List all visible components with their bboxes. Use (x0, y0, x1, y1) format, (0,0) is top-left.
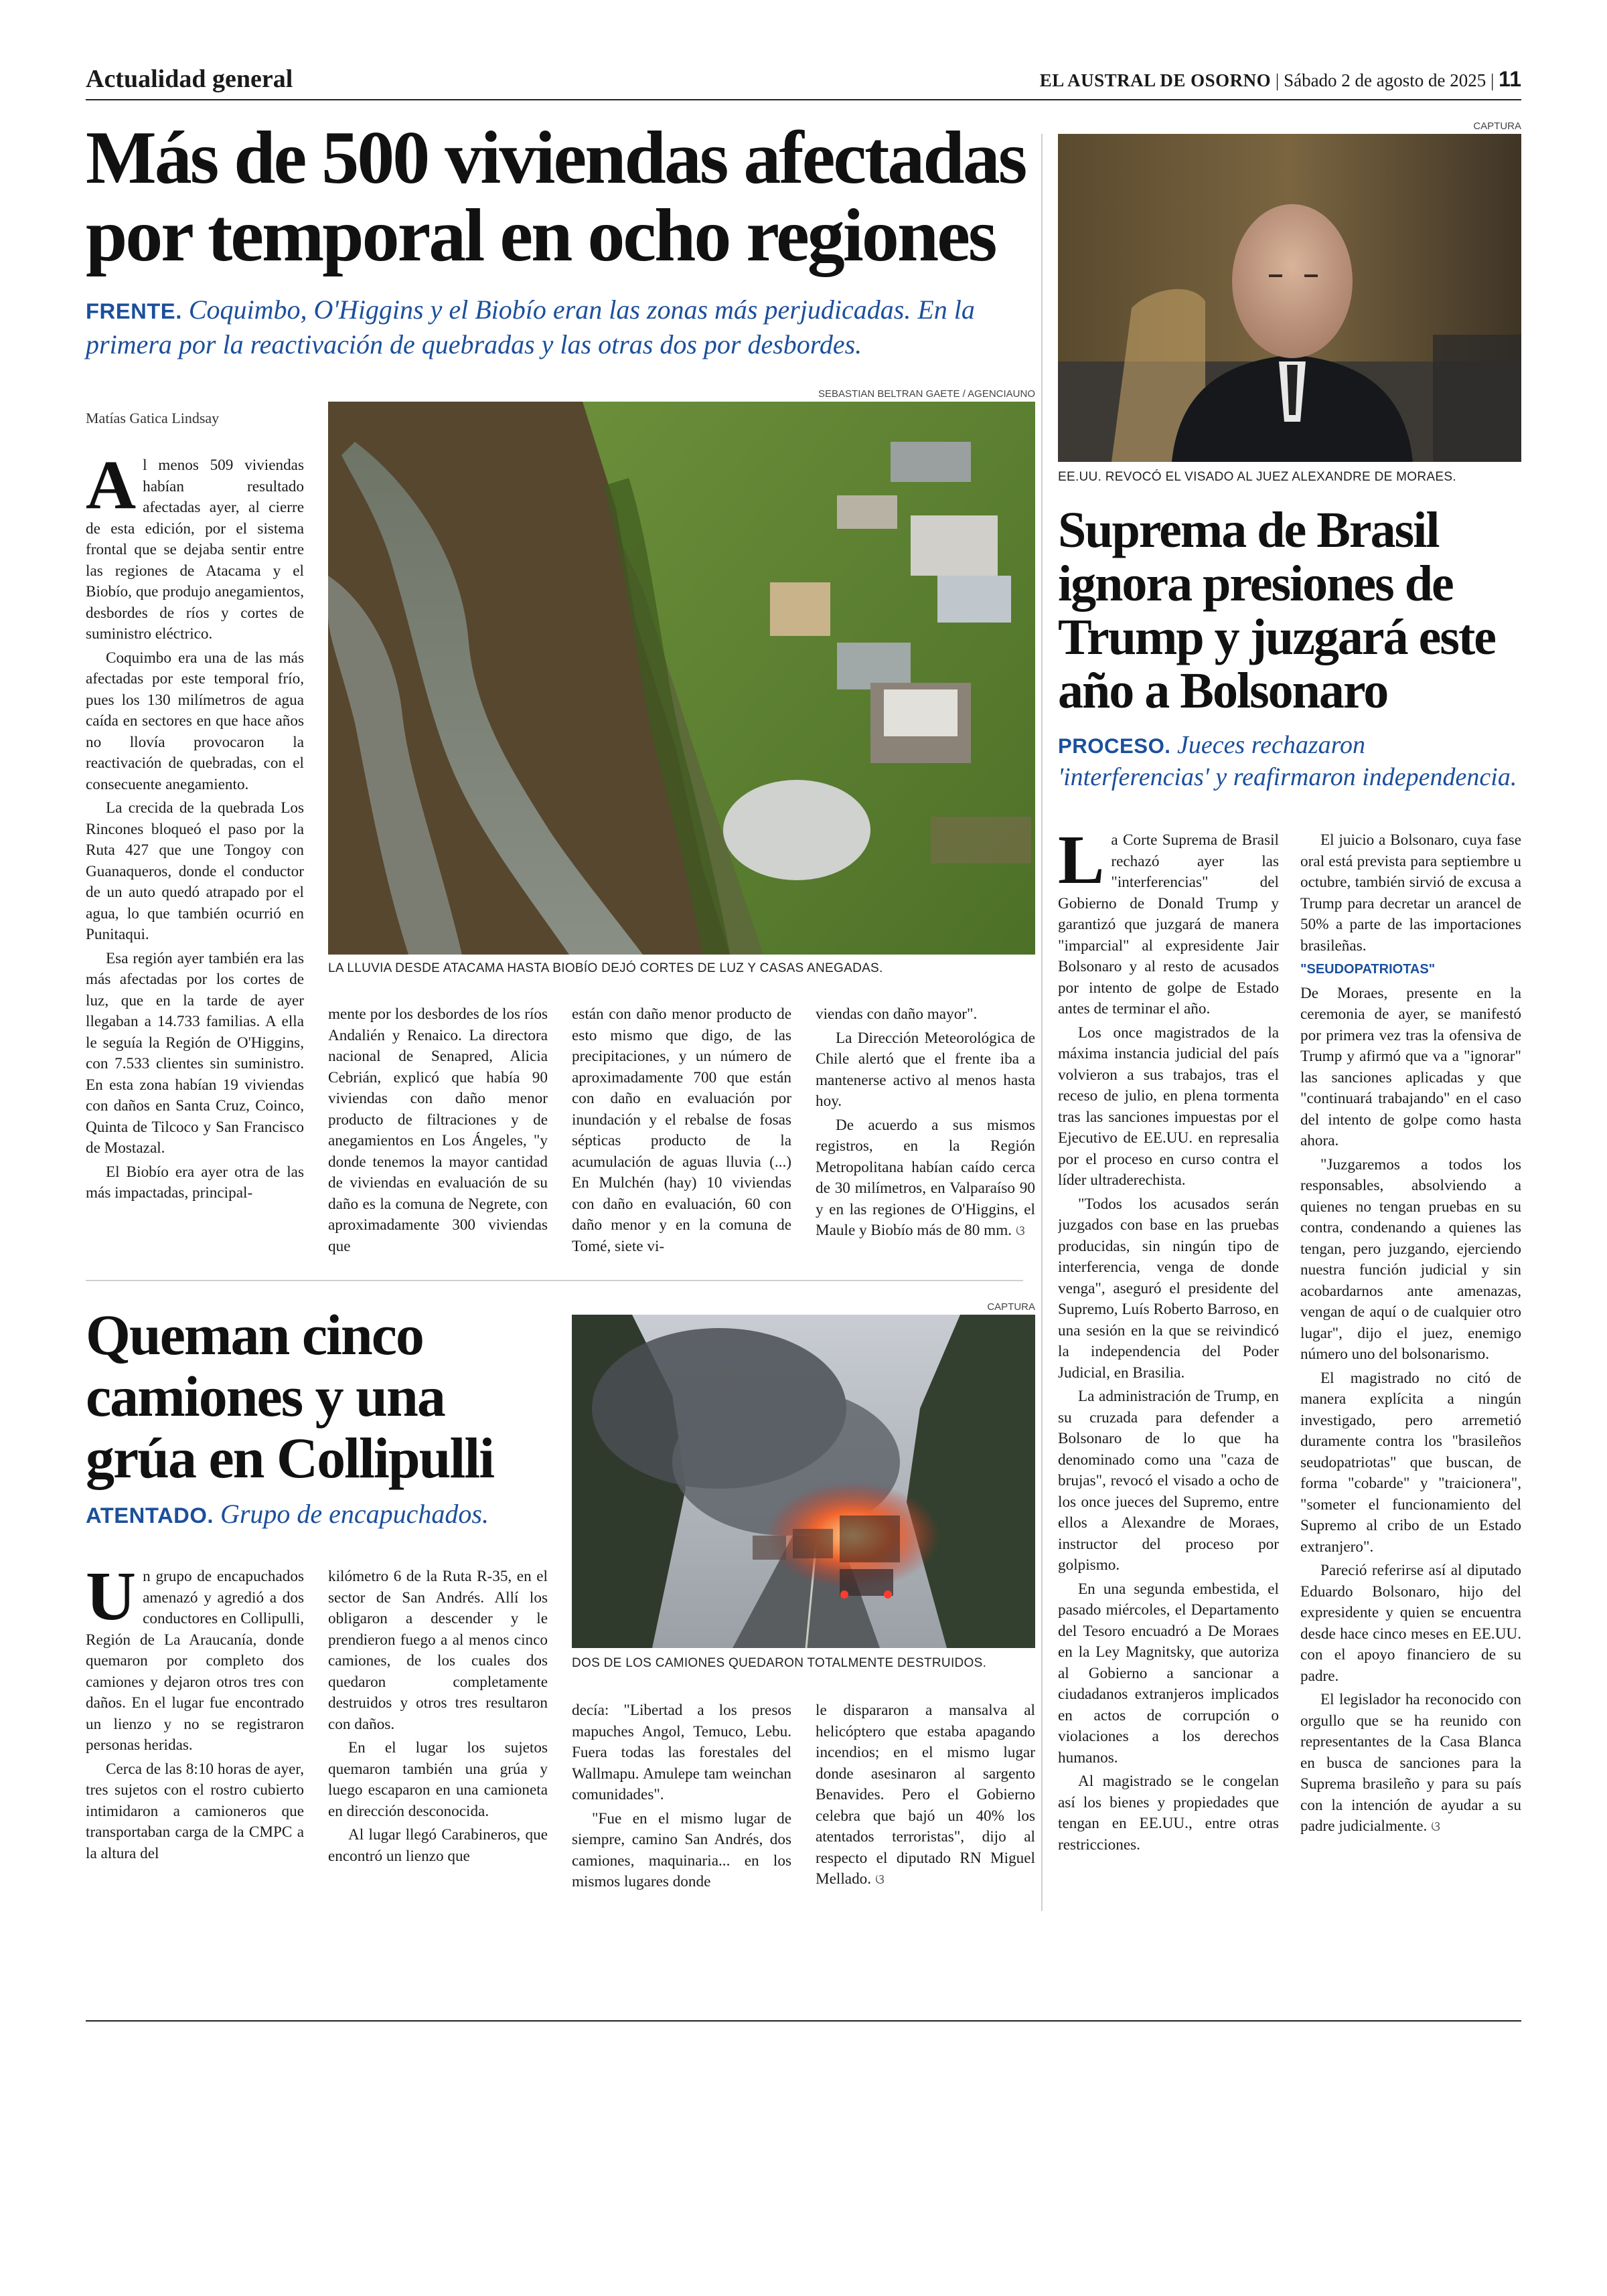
paragraph-text: le dispararon a mansalva al helicóptero que estaba apagando incendios; en el mismo lugar donde asesinaron al sargento Benavides. Pero el Gobierno celebra que bajó un 40% los atentados terroristas", dijo al respecto el diputado RN Miguel Mellado. (816, 1702, 1035, 1888)
photo-credit: CAPTURA (1473, 120, 1521, 132)
paragraph: a Corte Suprema de Brasil rechazó ayer las "interferencias" del Gobierno de Donald Trump y garantizó que juzgará de manera "imparcial" al expresidente Jair Bolsonaro y al resto de acusados por intento de golpe de Estado antes de terminar el año. (1058, 831, 1279, 1017)
flood-aerial-image (328, 402, 1035, 955)
flood-photo (328, 402, 1035, 955)
article3-column (1300, 830, 1521, 1908)
photo-caption: EE.UU. REVOCÓ EL VISADO AL JUEZ ALEXANDRE DE MORAES. (1058, 470, 1456, 484)
section-name: Actualidad general (86, 65, 293, 93)
deck-text: Jueces rechazaron 'interferencias' y reafirmaron independencia. (1058, 731, 1517, 791)
article1-column (86, 455, 304, 1279)
paragraph: El Biobío era ayer otra de las más impactadas, principal- (86, 1163, 304, 1202)
headline-line: Más de 500 viviendas afectadas (86, 116, 1026, 199)
burning-trucks-image (572, 1315, 1035, 1648)
article1-column (572, 1004, 791, 1279)
paragraph: "Juzgaremos a todos los responsables, absolviendo a quienes no tengan pruebas en su contra, condenando a quienes las tengan, pero juzgando, ejerciendo nuestra función judicial y sin acobardarnos ante amenazas, vengan de aquí o de cualquier otro lugar", dijo el juez, enemigo número uno del bolsonarismo. (1300, 1155, 1521, 1363)
truck-fire-photo (572, 1315, 1035, 1648)
dropcap: L (1058, 830, 1105, 898)
article2-deck (86, 1498, 581, 1532)
article3-column (1058, 830, 1279, 1908)
page-number: 11 (1499, 67, 1521, 91)
paragraph (816, 1115, 1035, 1242)
article2-column (572, 1700, 791, 1928)
end-mark-icon: ଓ (1016, 1222, 1025, 1238)
paragraph: El magistrado no citó de manera explícita a ningún investigado, pero arremetió duramente contra los "brasileños seudopatriotas" que buscan, de forma "cobarde" y "traicionera", "someter el funcionamiento del Supremo al cribo de un Estado extranjero". (1300, 1369, 1521, 1556)
paragraph: están con daño menor producto de esto mismo que digo, de las precipitaciones, y un número de aproximadamente 700 que están con daño en evaluación por inundación y el rebalse de fosas sépticas producto de la acumulación de aguas lluvia (...) En Mulchén (hay) 10 viviendas con daño en evaluación, 60 con daño menor y en la comuna de Tomé, siete vi- (572, 1005, 791, 1255)
deck-text: Grupo de encapuchados. (220, 1499, 489, 1529)
end-mark-icon: ଓ (875, 1871, 885, 1887)
footer-rule (86, 2020, 1521, 2022)
issue-date: Sábado 2 de agosto de 2025 (1284, 70, 1486, 90)
judge-portrait-image (1058, 134, 1521, 462)
column-separator (1041, 134, 1043, 1911)
article-separator (86, 1280, 1023, 1281)
paragraph: decía: "Libertad a los presos mapuches Angol, Temuco, Lebu. Fuera todas las forestales del Wallmapu. Amulepe tam weinchan comunidades". (572, 1702, 791, 1803)
paragraph: Coquimbo era una de las más afectadas por este temporal frío, pues los 130 milímetros de agua caída en sectores en que hace años no llovía provocaron la reactivación de quebradas, con el consecuente anegamiento. (86, 649, 304, 793)
paragraph: Pareció referirse así al diputado Eduardo Bolsonaro, hijo del expresidente y quien se encuentra desde hace cinco meses en EE.UU. con el apoyo financiero de su padre. (1300, 1562, 1521, 1685)
article2-column (86, 1566, 304, 1928)
paragraph: Esa región ayer también era las más afectadas por los cortes de luz, que en la tarde de ayer llegaban a 14.733 familias. A ella le seguía la Región de O'Higgins, con 7.533 clientes sin suministro. En esta zona habían 19 viviendas con daños en Santa Cruz, Coinco, Quinta de Tilcoco y San Francisco de Mostazal. (86, 949, 304, 1157)
paragraph: La Dirección Meteorológica de Chile alertó que el frente iba a mantenerse activo al menos hasta hoy. (816, 1029, 1035, 1110)
paragraph: La crecida de la quebrada Los Rincones bloqueó el paso por la Ruta 427 que une Tongoy con Guanaqueros, donde el conductor de un auto quedó atrapado por el agua, lo que también ocurrió en Punitaqui. (86, 799, 304, 943)
paragraph: n grupo de encapuchados amenazó y agredió a dos conductores en Collipulli, Región de La Araucanía, donde quemaron por completo dos camiones y dejaron otros tres con daños. En el lugar fue encontrado un lienzo y no se registraron personas heridas. (86, 1568, 304, 1754)
article1-column (328, 1004, 548, 1279)
article2-headline: Queman cinco camiones y una grúa en Collipulli (86, 1303, 494, 1490)
paragraph-text: De acuerdo a sus mismos registros, en la Región Metropolitana habían caído cerca de 30 milímetros, en Valparaíso 90 y en las regiones de O'Higgins, el Maule y Biobío más de 80 mm. (816, 1116, 1035, 1239)
paragraph-text: El legislador ha reconocido con orgullo que se ha reunido con representantes de la Casa Blanca en busca de sanciones para la Suprema brasileño y para su país con la intención de ayudar a su padre judicialmente. (1300, 1691, 1521, 1835)
masthead-separator: | (1275, 70, 1280, 90)
paragraph: viendas con daño mayor". (816, 1005, 978, 1023)
deck-tag: PROCESO. (1058, 734, 1171, 758)
headline-line: por temporal en ocho regiones (86, 194, 996, 277)
paragraph: "Fue en el mismo lugar de siempre, camino San Andrés, dos camiones, maquinaria... en los mismos lugares donde (572, 1809, 791, 1890)
paragraph: Los once magistrados de la máxima instancia judicial del país volvieron a sus trabajos, tras el receso de julio, en plena tormenta tras las sanciones impuestas por el Ejecutivo de EE.UU. en represalia por el proceso en curso contra el líder ultraderechista. (1058, 1023, 1279, 1189)
deck-text: Coquimbo, O'Higgins y el Biobío eran las zonas más perjudicadas. En la primera por la reactivación de quebradas y las otras dos por desbordes. (86, 295, 975, 359)
paragraph: "Todos los acusados serán juzgados con base en las pruebas producidas, sin ningún tipo de interferencia, venga de donde venga", aseguró el presidente del Supremo, Luís Roberto Barroso, en una sesión en la que se reivindicó la independencia del Poder Judicial, en Brasilia. (1058, 1195, 1279, 1382)
paragraph: Cerca de las 8:10 horas de ayer, tres sujetos con el rostro cubierto intimidaron a camioneros que transportaban carga de la CMPC a la altura del (86, 1760, 304, 1862)
dropcap: A (86, 455, 137, 523)
photo-caption: LA LLUVIA DESDE ATACAMA HASTA BIOBÍO DEJÓ CORTES DE LUZ Y CASAS ANEGADAS. (328, 961, 883, 975)
deck-tag: ATENTADO. (86, 1503, 214, 1528)
byline: Matías Gatica Lindsay (86, 410, 220, 426)
header-rule (86, 99, 1521, 100)
paragraph: Al lugar llegó Carabineros, que encontró un lienzo que (328, 1826, 548, 1865)
article1-headline (86, 116, 1037, 277)
article2-column (816, 1700, 1035, 1928)
paragraph: mente por los desbordes de los ríos Andalién y Renaico. La directora nacional de Senapred, Alicia Cebrián, explicó que había 90 viviendas con daño menor producto de filtraciones y de anegamientos en Los Ángeles, "y donde tenemos la mayor cantidad de viviendas en evaluación de su daño es la comuna de Negrete, con aproximadamente 300 viviendas que (328, 1005, 548, 1255)
masthead (1040, 67, 1521, 92)
article1-column (816, 1004, 1035, 1279)
paragraph: Al magistrado se le congelan así los bienes y propiedades que tengan en EE.UU., entre otras restricciones. (1058, 1773, 1279, 1854)
photo-credit: CAPTURA (987, 1301, 1035, 1313)
paragraph: La administración de Trump, en su cruzada para defender a Bolsonaro de lo que ha denominado como una "caza de brujas", revocó el visado a ocho de los once jueces del Supremo, entre ellos a Alexandre de Moraes, instructor del proceso por golpismo. (1058, 1388, 1279, 1574)
dropcap: U (86, 1566, 137, 1635)
paragraph: En una segunda embestida, el pasado miércoles, el Departamento del Tesoro encuadró a De Moraes en la Ley Magnitsky, que autoriza al Gobierno a sancionar a ciudadanos extranjeros implicados en actos de corrupción o violaciones a los derechos humanos. (1058, 1580, 1279, 1767)
subhead: "SEUDOPATRIOTAS" (1300, 962, 1436, 977)
newspaper-name: EL AUSTRAL DE OSORNO (1039, 70, 1272, 90)
paragraph: kilómetro 6 de la Ruta R-35, en el sector de San Andrés. Allí los obligaron a descender y le prendieron fuego a al menos cinco camiones, de los cuales dos quedaron completamente destruidos y otros tres resultaron con daños. (328, 1568, 548, 1733)
paragraph: De Moraes, presente en la ceremonia de ayer, se manifestó por primera vez tras la ofensiva de Trump y afirmó que va a "ignorar" las sanciones aplicadas y que "continuará trabajando" en el caso del intento de golpe como hasta ahora. (1300, 984, 1521, 1149)
deck-tag: FRENTE. (86, 299, 182, 323)
photo-caption: DOS DE LOS CAMIONES QUEDARON TOTALMENTE DESTRUIDOS. (572, 1656, 987, 1670)
article3-deck (1058, 730, 1521, 793)
article2-column (328, 1566, 548, 1928)
article1-deck (86, 293, 1023, 361)
paragraph: El juicio a Bolsonaro, cuya fase oral está prevista para septiembre u octubre, también sirvió de excusa a Trump para decretar un arancel de 50% a parte de las importaciones brasileñas. (1300, 831, 1521, 955)
judge-photo (1058, 134, 1521, 462)
end-mark-icon: ଓ (1431, 1818, 1441, 1834)
paragraph: l menos 509 viviendas habían resultado afectadas ayer, al cierre de esta edición, por el sistema frontal que se dejaba sentir entre las regiones de Atacama y el Biobío, que produjo anegamientos, desbordes de ríos y cortes de suministro eléctrico. (86, 457, 304, 643)
masthead-separator: | (1490, 70, 1495, 90)
paragraph: En el lugar los sujetos quemaron también una grúa y luego escaparon en una camioneta en dirección desconocida. (328, 1739, 548, 1820)
paragraph (1300, 1690, 1521, 1837)
article3-headline: Suprema de Brasil ignora presiones de Trump y juzgará este año a Bolsonaro (1058, 502, 1496, 719)
photo-credit: SEBASTIAN BELTRAN GAETE / AGENCIAUNO (818, 388, 1035, 400)
paragraph (816, 1700, 1035, 1890)
